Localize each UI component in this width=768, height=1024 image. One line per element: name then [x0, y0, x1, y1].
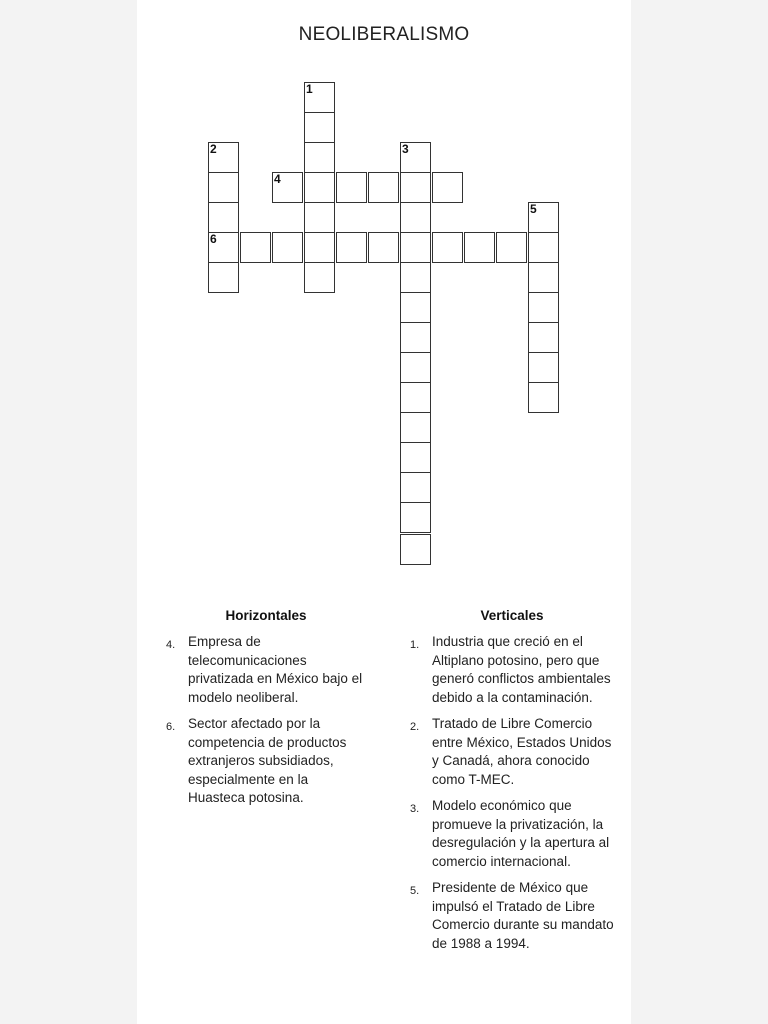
clue-number: 6 — [210, 232, 217, 246]
vertical-heading: Verticales — [480, 608, 544, 623]
clue-item-text: Industria que creció en el Altiplano potosino, pero que generó conflictos ambientales debido a la contaminación. — [432, 634, 611, 705]
horizontal-clue-list — [166, 633, 366, 808]
clue-number: 5 — [530, 202, 537, 216]
crossword-cell[interactable] — [336, 232, 367, 263]
page-title: NEOLIBERALISMO — [298, 24, 470, 45]
crossword-cell[interactable] — [304, 172, 335, 203]
crossword-cell[interactable] — [400, 412, 431, 443]
crossword-cell[interactable] — [400, 382, 431, 413]
clue-item-text: Sector afectado por la competencia de productos extranjeros subsidiados, especialmente en la Huasteca potosina. — [188, 716, 347, 805]
crossword-cell[interactable] — [528, 322, 559, 353]
crossword-cell[interactable] — [432, 232, 463, 263]
crossword-cell[interactable] — [208, 232, 239, 263]
crossword-cell[interactable] — [208, 202, 239, 233]
vertical-clues-section — [410, 608, 614, 961]
crossword-cell[interactable] — [208, 142, 239, 173]
crossword-cell[interactable] — [208, 172, 239, 203]
clue-item — [410, 633, 614, 707]
crossword-cell[interactable] — [400, 292, 431, 323]
clue-item-text: Modelo económico que promueve la privatización, la desregulación y la apertura al comercio internacional. — [432, 798, 610, 869]
crossword-cell[interactable] — [432, 172, 463, 203]
crossword-cell[interactable] — [336, 172, 367, 203]
crossword-cell[interactable] — [304, 262, 335, 293]
clue-item-number: 6. — [166, 721, 176, 733]
clue-item — [410, 879, 614, 953]
crossword-cell[interactable] — [400, 262, 431, 293]
crossword-cell[interactable] — [208, 262, 239, 293]
crossword-cell[interactable] — [464, 232, 495, 263]
clue-item — [410, 715, 614, 789]
crossword-cell[interactable] — [528, 352, 559, 383]
crossword-cell[interactable] — [528, 202, 559, 233]
crossword-cell[interactable] — [304, 82, 335, 113]
crossword-cell[interactable] — [400, 502, 431, 533]
vertical-clue-list — [410, 633, 614, 953]
clue-item-number: 4. — [166, 639, 176, 651]
horizontal-heading: Horizontales — [225, 608, 307, 623]
crossword-cell[interactable] — [304, 232, 335, 263]
crossword-cell[interactable] — [304, 202, 335, 233]
crossword-cell[interactable] — [272, 232, 303, 263]
clue-number: 4 — [274, 172, 281, 186]
clue-item-text: Presidente de México que impulsó el Tratado de Libre Comercio durante su mandato de 1988 a 1994. — [432, 880, 614, 951]
clue-number: 1 — [306, 82, 313, 96]
clue-item — [166, 715, 366, 808]
crossword-cell[interactable] — [272, 172, 303, 203]
clue-item-number: 5. — [410, 885, 420, 897]
crossword-cell[interactable] — [528, 382, 559, 413]
crossword-cell[interactable] — [400, 142, 431, 173]
clue-item-text: Empresa de telecomunicaciones privatizada en México bajo el modelo neoliberal. — [188, 634, 363, 705]
clue-number: 2 — [210, 142, 217, 156]
clue-number: 3 — [402, 142, 409, 156]
crossword-cell[interactable] — [400, 172, 431, 203]
horizontal-clues-section — [166, 608, 366, 816]
crossword-cell[interactable] — [400, 322, 431, 353]
clue-item-number: 3. — [410, 803, 420, 815]
crossword-cell[interactable] — [400, 442, 431, 473]
crossword-cell[interactable] — [400, 202, 431, 233]
crossword-cell[interactable] — [528, 262, 559, 293]
crossword-cell[interactable] — [240, 232, 271, 263]
clue-item — [166, 633, 366, 707]
crossword-cell[interactable] — [496, 232, 527, 263]
crossword-cell[interactable] — [304, 142, 335, 173]
clue-item-number: 1. — [410, 639, 420, 651]
crossword-cell[interactable] — [400, 352, 431, 383]
crossword-cell[interactable] — [368, 232, 399, 263]
crossword-cell[interactable] — [304, 112, 335, 143]
crossword-cell[interactable] — [400, 232, 431, 263]
crossword-cell[interactable] — [368, 172, 399, 203]
crossword-cell[interactable] — [400, 534, 431, 565]
clue-item-text: Tratado de Libre Comercio entre México, Estados Unidos y Canadá, ahora conocido como T-MEC. — [432, 716, 612, 787]
clue-item — [410, 797, 614, 871]
crossword-cell[interactable] — [400, 472, 431, 503]
crossword-cell[interactable] — [528, 292, 559, 323]
clue-item-number: 2. — [410, 721, 420, 733]
crossword-cell[interactable] — [528, 232, 559, 263]
